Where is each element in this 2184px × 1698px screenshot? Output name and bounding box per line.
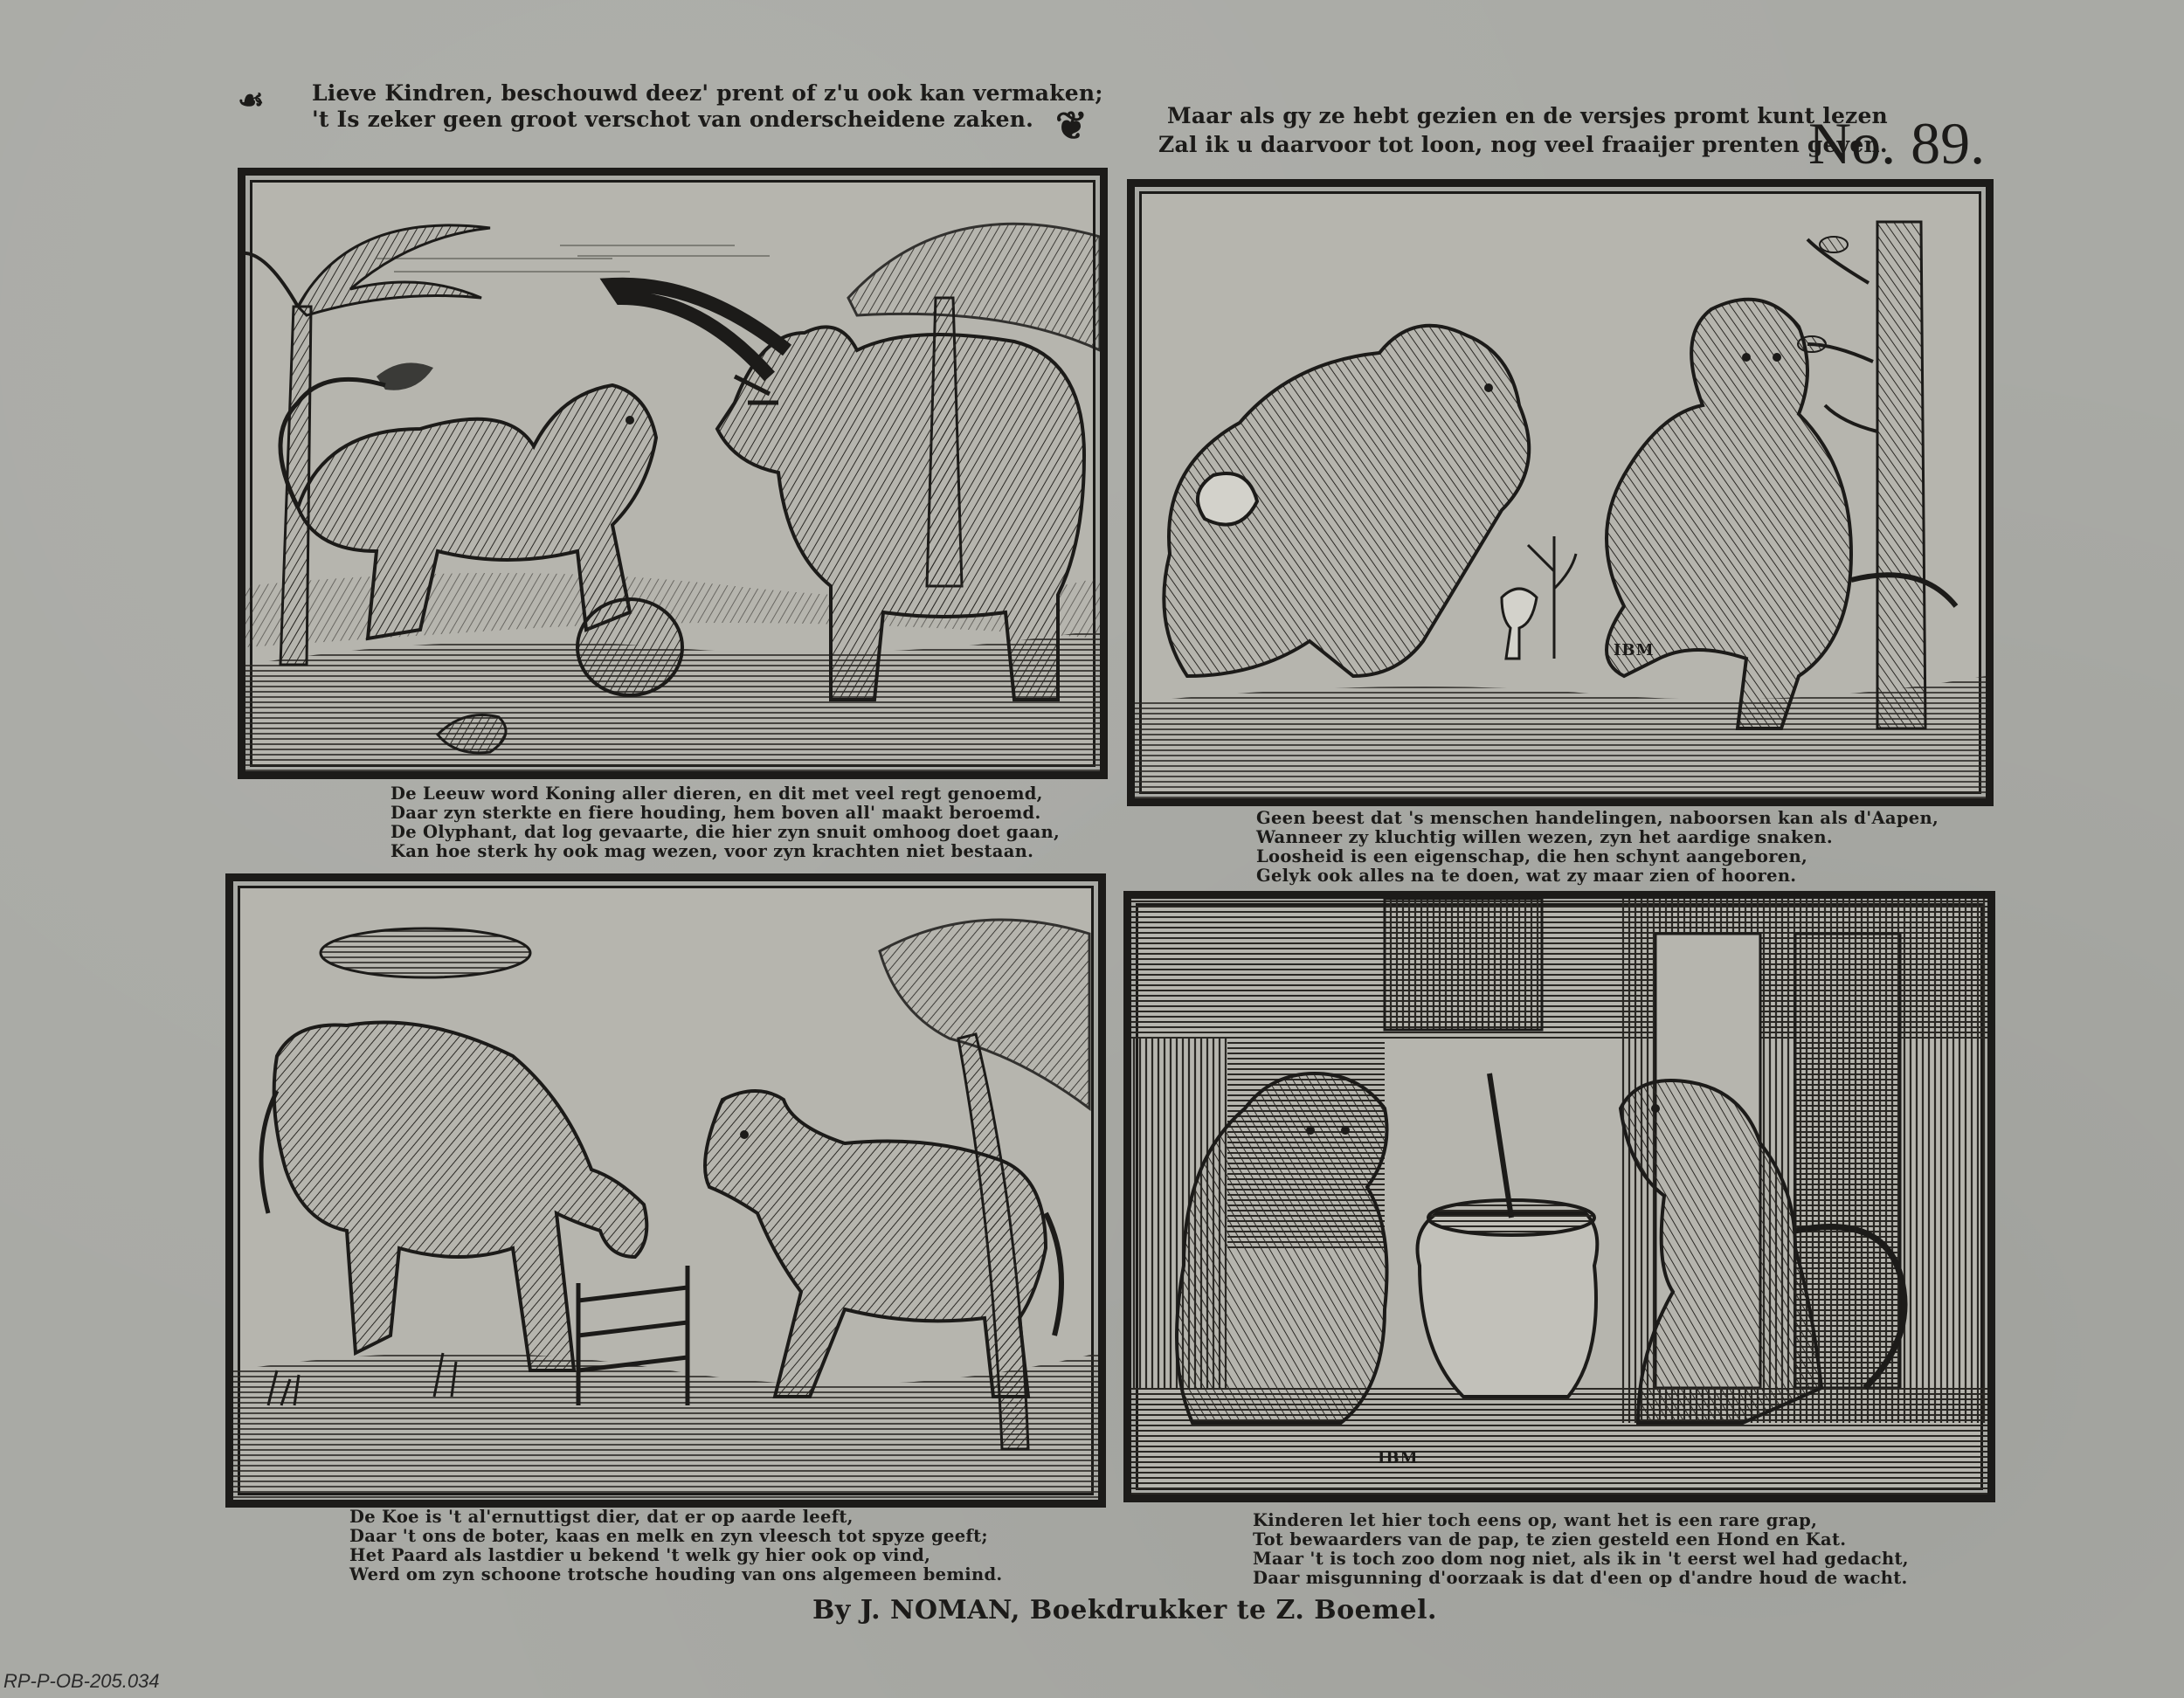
fleuron-left: ☙ (238, 83, 265, 118)
caption-line: Kan hoe sterk hy ook mag wezen, voor zyn krachten niet bestaan. (390, 841, 1034, 861)
caption-line: De Koe is 't al'ernuttigst dier, dat er op aarde leeft, (349, 1507, 854, 1527)
printer-imprint: By J. NOMAN, Boekdrukker te Z. Boemel. (812, 1595, 1437, 1626)
caption-line: Daar zyn sterkte en fiere houding, hem boven all' maakt beroemd. (390, 803, 1041, 823)
woodcut-panel-cat-dog (1123, 891, 1995, 1502)
caption-line: Werd om zyn schoone trotsche houding van ons algemeen bemind. (349, 1564, 1003, 1584)
caption-line: Tot bewaarders van de pap, te zien gesteld een Hond en Kat. (1253, 1529, 1847, 1550)
woodcut-panel-monkeys (1127, 179, 1994, 806)
caption-cat-dog (1253, 1511, 1909, 1588)
caption-monkeys (1256, 809, 1939, 886)
caption-line: Kinderen let hier toch eens op, want het is een rare grap, (1253, 1510, 1818, 1530)
caption-line: Loosheid is een eigenschap, die hen schynt aangeboren, (1256, 846, 1808, 866)
sheet-number: No. 89. (1808, 110, 1986, 176)
woodcut-monkeys-image (1135, 187, 1986, 798)
header-verse-right-line-1: Maar als gy ze hebt gezien en de versjes promt kunt lezen (1167, 103, 1888, 128)
header-verse-left-line-1: Lieve Kindren, beschouwd deez' prent of z'u ook kan vermaken; (312, 80, 1103, 106)
caption-line: Het Paard als lastdier u bekend 't welk gy hier ook op vind, (349, 1545, 931, 1565)
caption-cow-horse (349, 1508, 1003, 1584)
caption-lion-elephant (390, 784, 1060, 861)
header-verse-left-line-2: 't Is zeker geen groot verschot van onderscheidene zaken. (312, 107, 1033, 132)
header-verse-right-line-2: Zal ik u daarvoor tot loon, nog veel fraaijer prenten geven. (1158, 132, 1888, 157)
woodcut-panel-cow-horse (225, 873, 1106, 1508)
caption-line: Gelyk ook alles na te doen, wat zy maar zien of hooren. (1256, 866, 1797, 886)
engraver-monogram: IBM (1378, 1449, 1419, 1467)
caption-line: Wanneer zy kluchtig willen wezen, zyn het aardige snaken. (1256, 827, 1833, 847)
inventory-number: RP-P-OB-205.034 (3, 1670, 160, 1692)
engraver-monogram: IBM (1614, 641, 1655, 659)
woodcut-lion-elephant-image (245, 176, 1100, 771)
caption-line: Daar misgunning d'oorzaak is dat d'een op d'andre houd de wacht. (1253, 1568, 1908, 1588)
caption-line: De Leeuw word Koning aller dieren, en dit met veel regt genoemd, (390, 783, 1043, 804)
woodcut-cow-horse-image (233, 881, 1098, 1500)
woodcut-panel-lion-elephant (238, 168, 1108, 779)
fleuron-center: ❦ (1055, 104, 1088, 148)
caption-line: Maar 't is toch zoo dom nog niet, als ik in 't eerst wel had gedacht, (1253, 1549, 1909, 1569)
caption-line: De Olyphant, dat log gevaarte, die hier zyn snuit omhoog doet gaan, (390, 822, 1061, 842)
caption-line: Daar 't ons de boter, kaas en melk en zyn vleesch tot spyze geeft; (349, 1526, 988, 1546)
woodcut-cat-dog-image (1131, 899, 1987, 1494)
caption-line: Geen beest dat 's menschen handelingen, naboorsen kan als d'Aapen, (1256, 808, 1939, 828)
